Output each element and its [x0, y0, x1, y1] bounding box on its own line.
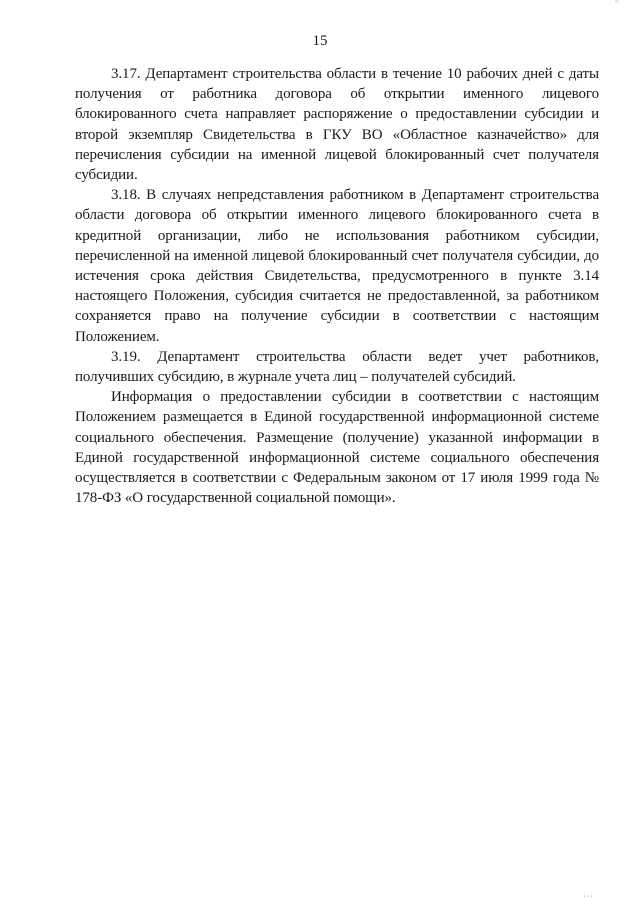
paragraph-info: Информация о предоставлении субсидии в соответствии с настоящим Положением размещается в Единой государственной информационной системе социального обеспечения. Размещение (получение) указанной информации в Единой государственной информационной системе социального обеспечения осуществляется в соответствии с Федеральным законом от 17 июля 1999 года № 178-ФЗ «О государственной социальной помощи».: [75, 389, 599, 507]
paragraph-3-18: 3.18. В случаях непредставления работником в Департамент строительства области договора об открытии именного лицевого блокированного счета в кредитной организации, либо не использования работником субсидии, перечисленной на именной лицевой блокированный счет получателя субсидии, до истечения срока действия Свидетельства, предусмотренного в пункте 3.14 настоящего Положения, субсидия считается не предоставленной, за работником сохраняется право на получение субсидии в соответствии с настоящим Положением.: [75, 187, 599, 345]
paragraph-3-17: 3.17. Департамент строительства области в течение 10 рабочих дней с даты получения от работника договора об открытии именного лицевого блокированного счета направляет распоряжение о предоставлении субсидии и второй экземпляр Свидетельства в ГКУ ВО «Областное казначейство» для перечисления субсидии на именной лицевой блокированный счет получателя субсидии.: [75, 66, 599, 184]
scan-mark-top: '': [615, 0, 618, 8]
paragraph-3-19: 3.19. Департамент строительства области ведет учет работников, получивших субсидию, в журнале учета лиц – получателей субсидий.: [75, 348, 599, 386]
page-number: 15: [312, 33, 328, 49]
scan-mark-bottom: ' ' ': [583, 894, 592, 903]
document-body: [75, 64, 599, 508]
